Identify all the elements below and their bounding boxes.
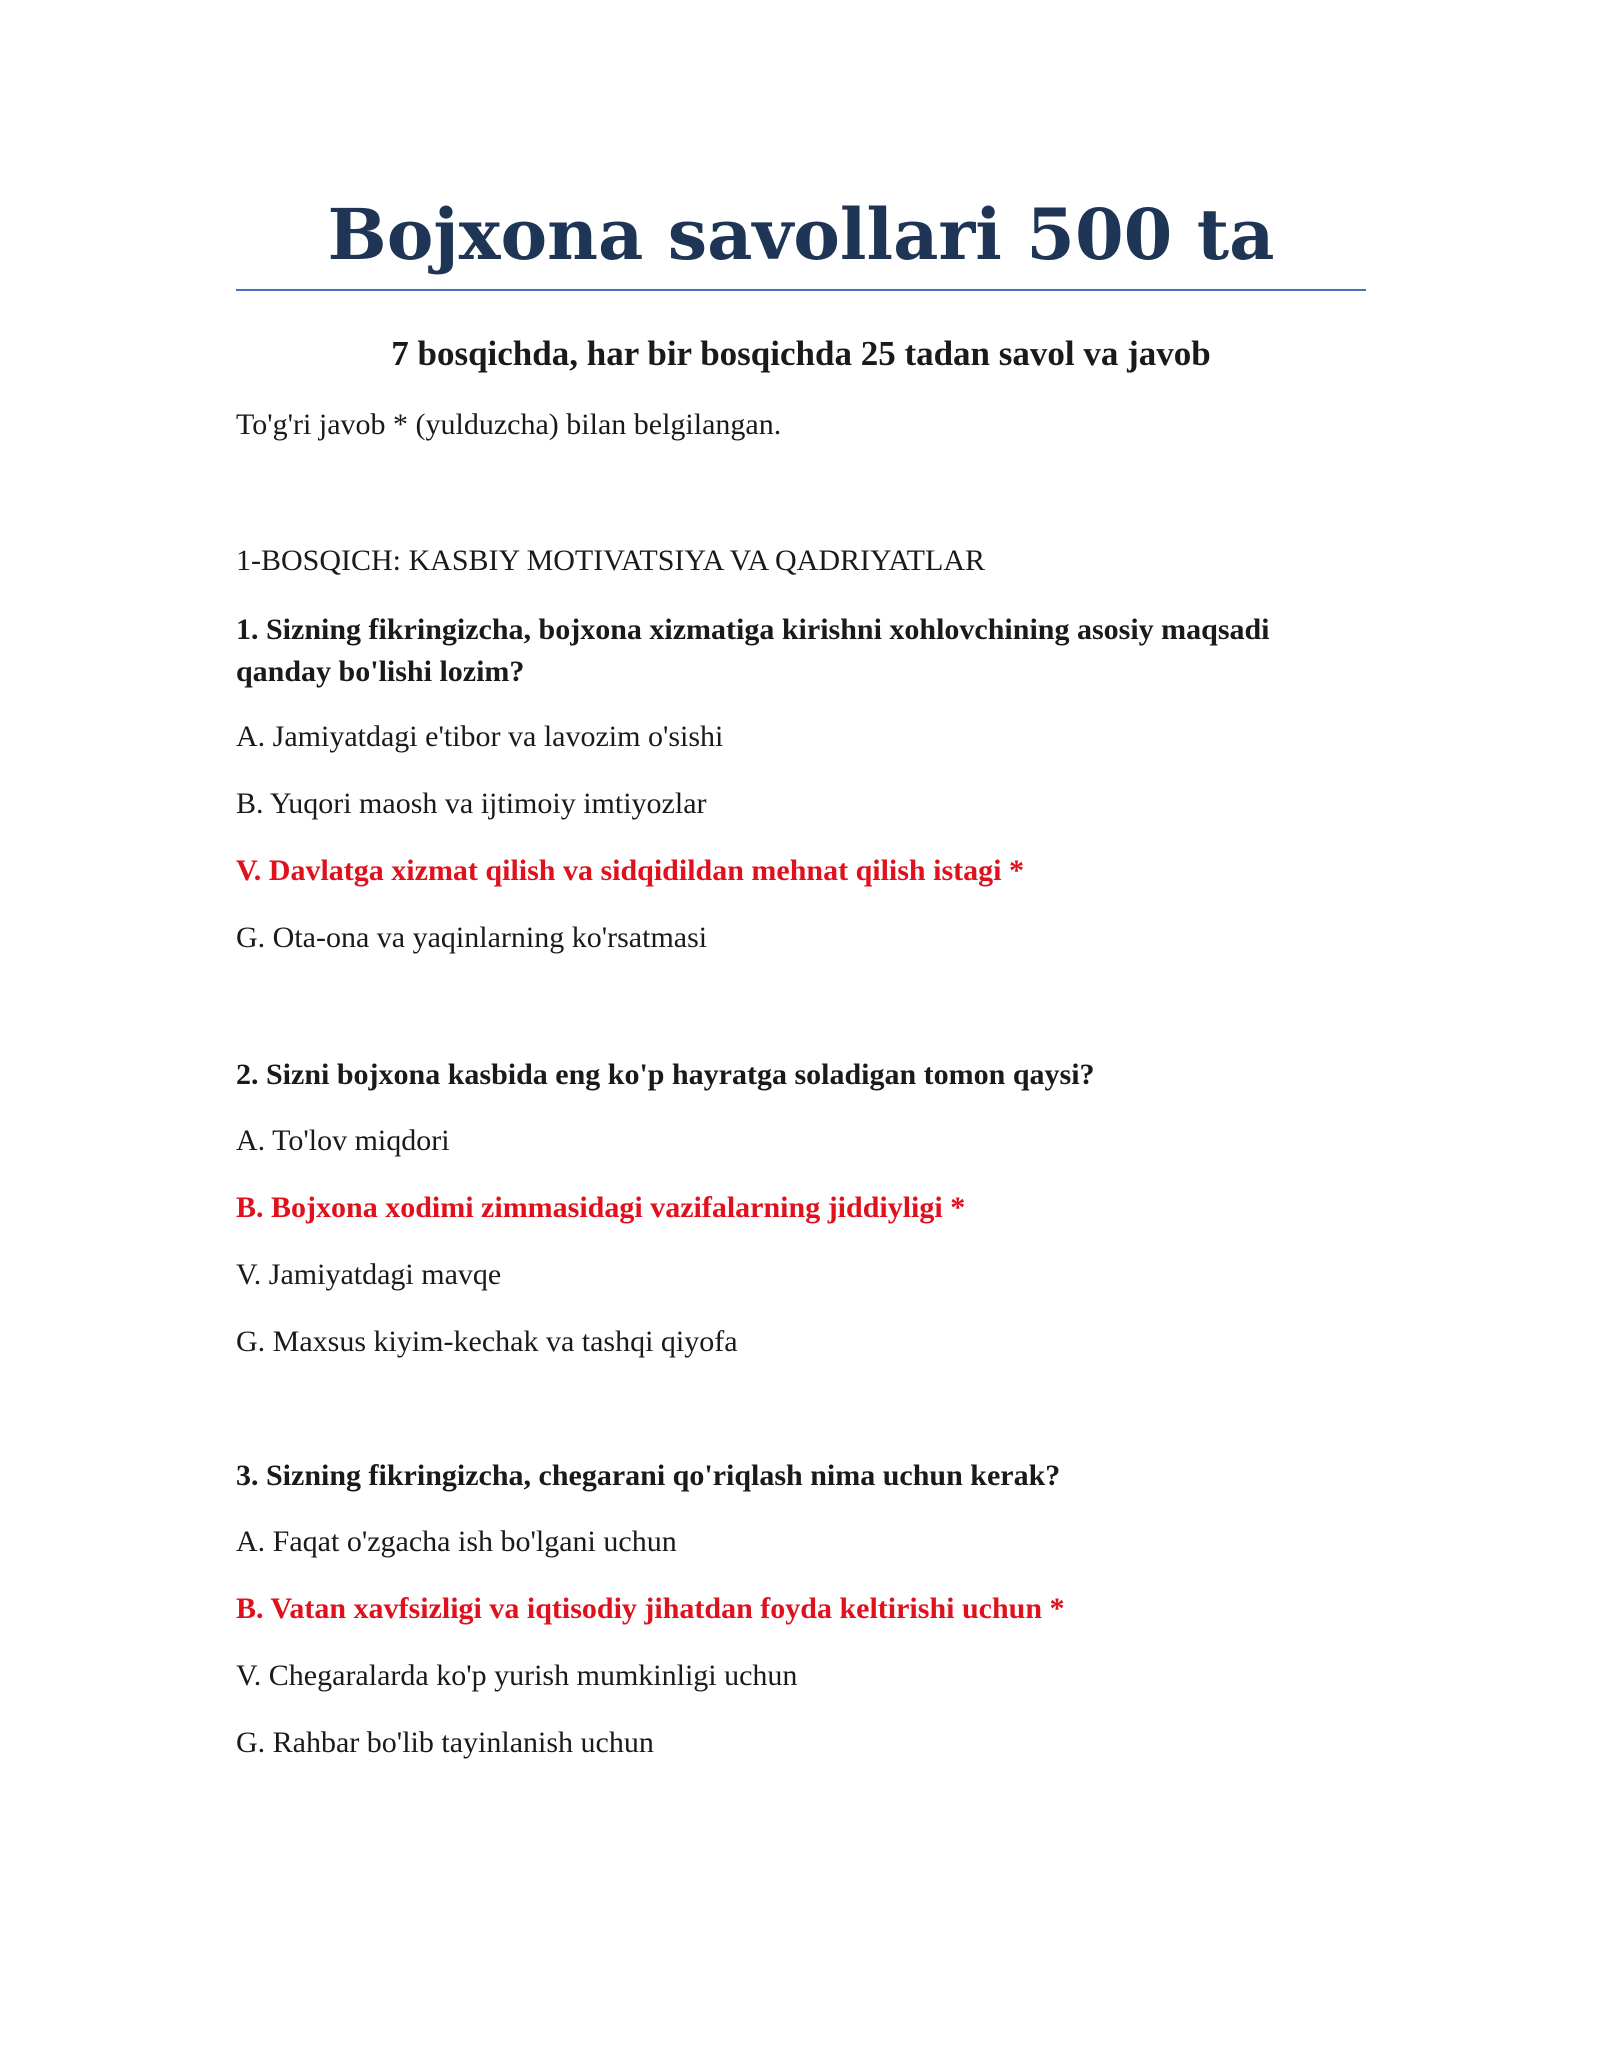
question-1 xyxy=(236,609,1366,954)
answer-option-g: G. Rahbar bo'lib tayinlanish uchun xyxy=(236,1726,654,1759)
document-subtitle: 7 bosqichda, har bir bosqichda 25 tadan savol va javob xyxy=(391,334,1211,373)
title-underline xyxy=(236,289,1366,291)
question-3 xyxy=(236,1455,1366,1759)
answer-option-g: G. Ota-ona va yaqinlarning ko'rsatmasi xyxy=(236,921,708,954)
question-2 xyxy=(236,1054,1366,1358)
question-text: 2. Sizni bojxona kasbida eng ko'p hayratga soladigan tomon qaysi? xyxy=(236,1058,1095,1091)
answer-option-a: A. Faqat o'zgacha ish bo'lgani uchun xyxy=(236,1525,677,1558)
answer-option-b-correct: B. Bojxona xodimi zimmasidagi vazifalarning jiddiyligi * xyxy=(236,1191,966,1224)
document-title: Bojxona savollari 500 ta xyxy=(327,193,1275,276)
question-text: 1. Sizning fikringizcha, bojxona xizmatiga kirishni xohlovchining asosiy maqsadi qanday bo'lishi lozim? xyxy=(236,613,1270,688)
answer-option-v: V. Chegaralarda ko'p yurish mumkinligi uchun xyxy=(236,1659,798,1692)
answer-option-v-correct: V. Davlatga xizmat qilish va sidqidildan mehnat qilish istagi * xyxy=(236,854,1024,887)
answer-option-a: A. Jamiyatdagi e'tibor va lavozim o'sishi xyxy=(236,720,724,753)
section-heading: 1-BOSQICH: KASBIY MOTIVATSIYA VA QADRIYATLAR xyxy=(236,544,985,577)
answer-option-b-correct: B. Vatan xavfsizligi va iqtisodiy jihatdan foyda keltirishi uchun * xyxy=(236,1592,1065,1625)
answer-option-b: B. Yuqori maosh va ijtimoiy imtiyozlar xyxy=(236,787,707,820)
answer-option-v: V. Jamiyatdagi mavqe xyxy=(236,1258,502,1291)
question-text: 3. Sizning fikringizcha, chegarani qo'riqlash nima uchun kerak? xyxy=(236,1459,1061,1492)
answer-option-g: G. Maxsus kiyim-kechak va tashqi qiyofa xyxy=(236,1325,738,1358)
answer-key-note: To'g'ri javob * (yulduzcha) bilan belgilangan. xyxy=(236,408,782,441)
answer-option-a: A. To'lov miqdori xyxy=(236,1124,450,1157)
